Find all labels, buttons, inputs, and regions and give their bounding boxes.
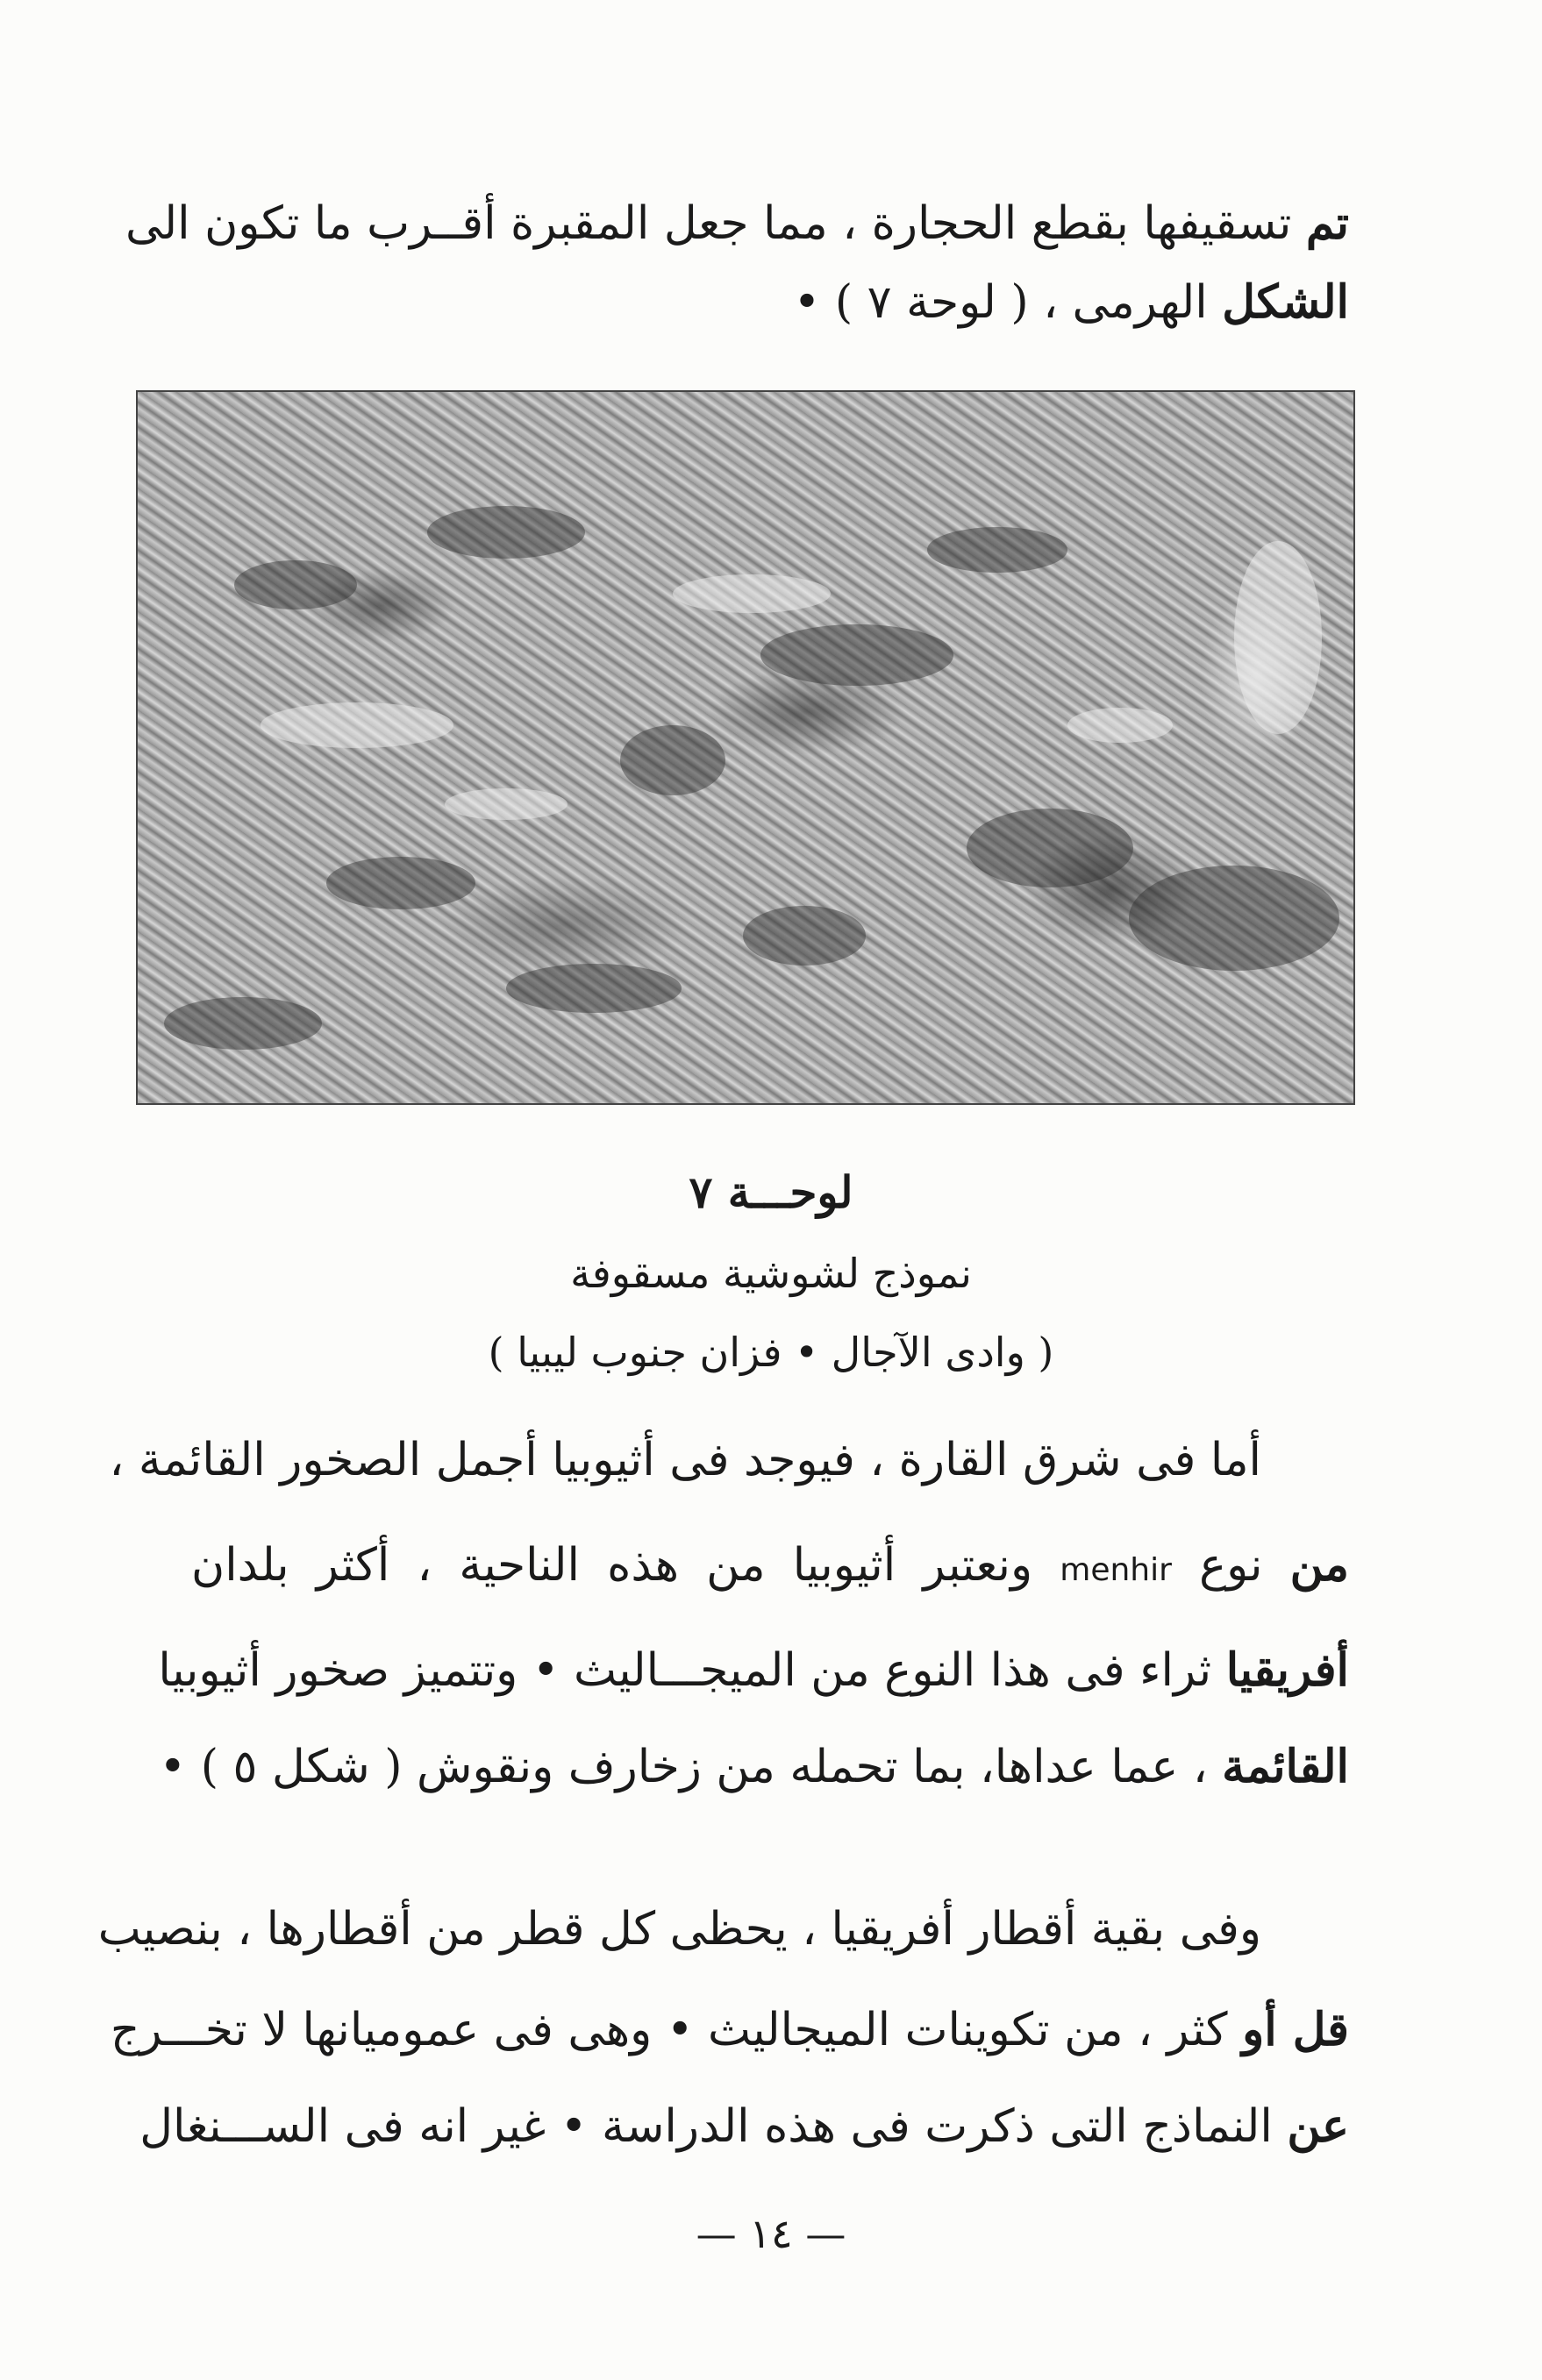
line-text: نوع [1199,1539,1263,1592]
plate-location: ( وادى الآجال • فزان جنوب ليبيا ) [488,1329,1054,1376]
line-lead-word: القائمة [1222,1740,1349,1793]
text-line [191,267,1349,338]
line-lead-word: عن [1287,2099,1349,2153]
plate-caption: نموذج لشوشية مسقوفة [570,1250,972,1297]
line-text: تسقيفها بقطع الحجارة ، مما جعل المقبرة أقــرب ما تكون الى [125,197,1292,250]
line-text: كثر ، من تكوينات الميجاليث • وهى فى عموميانها لا تخـــرج [110,2004,1228,2056]
text-line [159,1732,1349,1802]
latin-term: menhir [1060,1552,1172,1588]
line-lead-word: تم [1305,196,1349,250]
text-line [109,1425,1261,1495]
text-line [191,1530,1349,1606]
line-lead-word: أفريقيا [1225,1643,1349,1697]
line-text: ، عما عداها، بما تحمله من زخارف ونقوش ( شكل ٥ ) • [159,1741,1208,1793]
line-text: النماذج التى ذكرت فى هذه الدراسة • غير انه فى الســـنغال [139,2100,1273,2153]
plate-photograph [136,390,1355,1105]
line-lead-word: قل أو [1242,2003,1349,2056]
line-text: ثراء فى هذا النوع من الميجـــاليث • وتتميز صخور أثيوبيا [158,1644,1212,1697]
line-text: ونعتبر أثيوبيا من هذه الناحية ، أكثر بلدان [191,1539,1033,1592]
text-line [125,189,1349,259]
text-line [158,1635,1349,1706]
line-text: أما فى شرق القارة ، فيوجد فى أثيوبيا أجمل الصخور القائمة ، [109,1434,1261,1486]
photo-texture [138,392,1355,1105]
line-text: وفى بقية أقطار أفريقيا ، يحظى كل قطر من أقطارها ، بنصيب [97,1903,1261,1956]
line-lead-word: الشكل [1222,275,1349,329]
text-line [110,1995,1349,2065]
line-lead-word: من [1289,1538,1350,1592]
plate-title: لوحـــة ٧ [689,1166,853,1218]
line-text: الهرمى ، ( لوحة ٧ ) • [793,276,1208,329]
text-line [97,1894,1261,1964]
text-line [139,2091,1349,2162]
page-number: — ١٤ — [696,2210,846,2257]
